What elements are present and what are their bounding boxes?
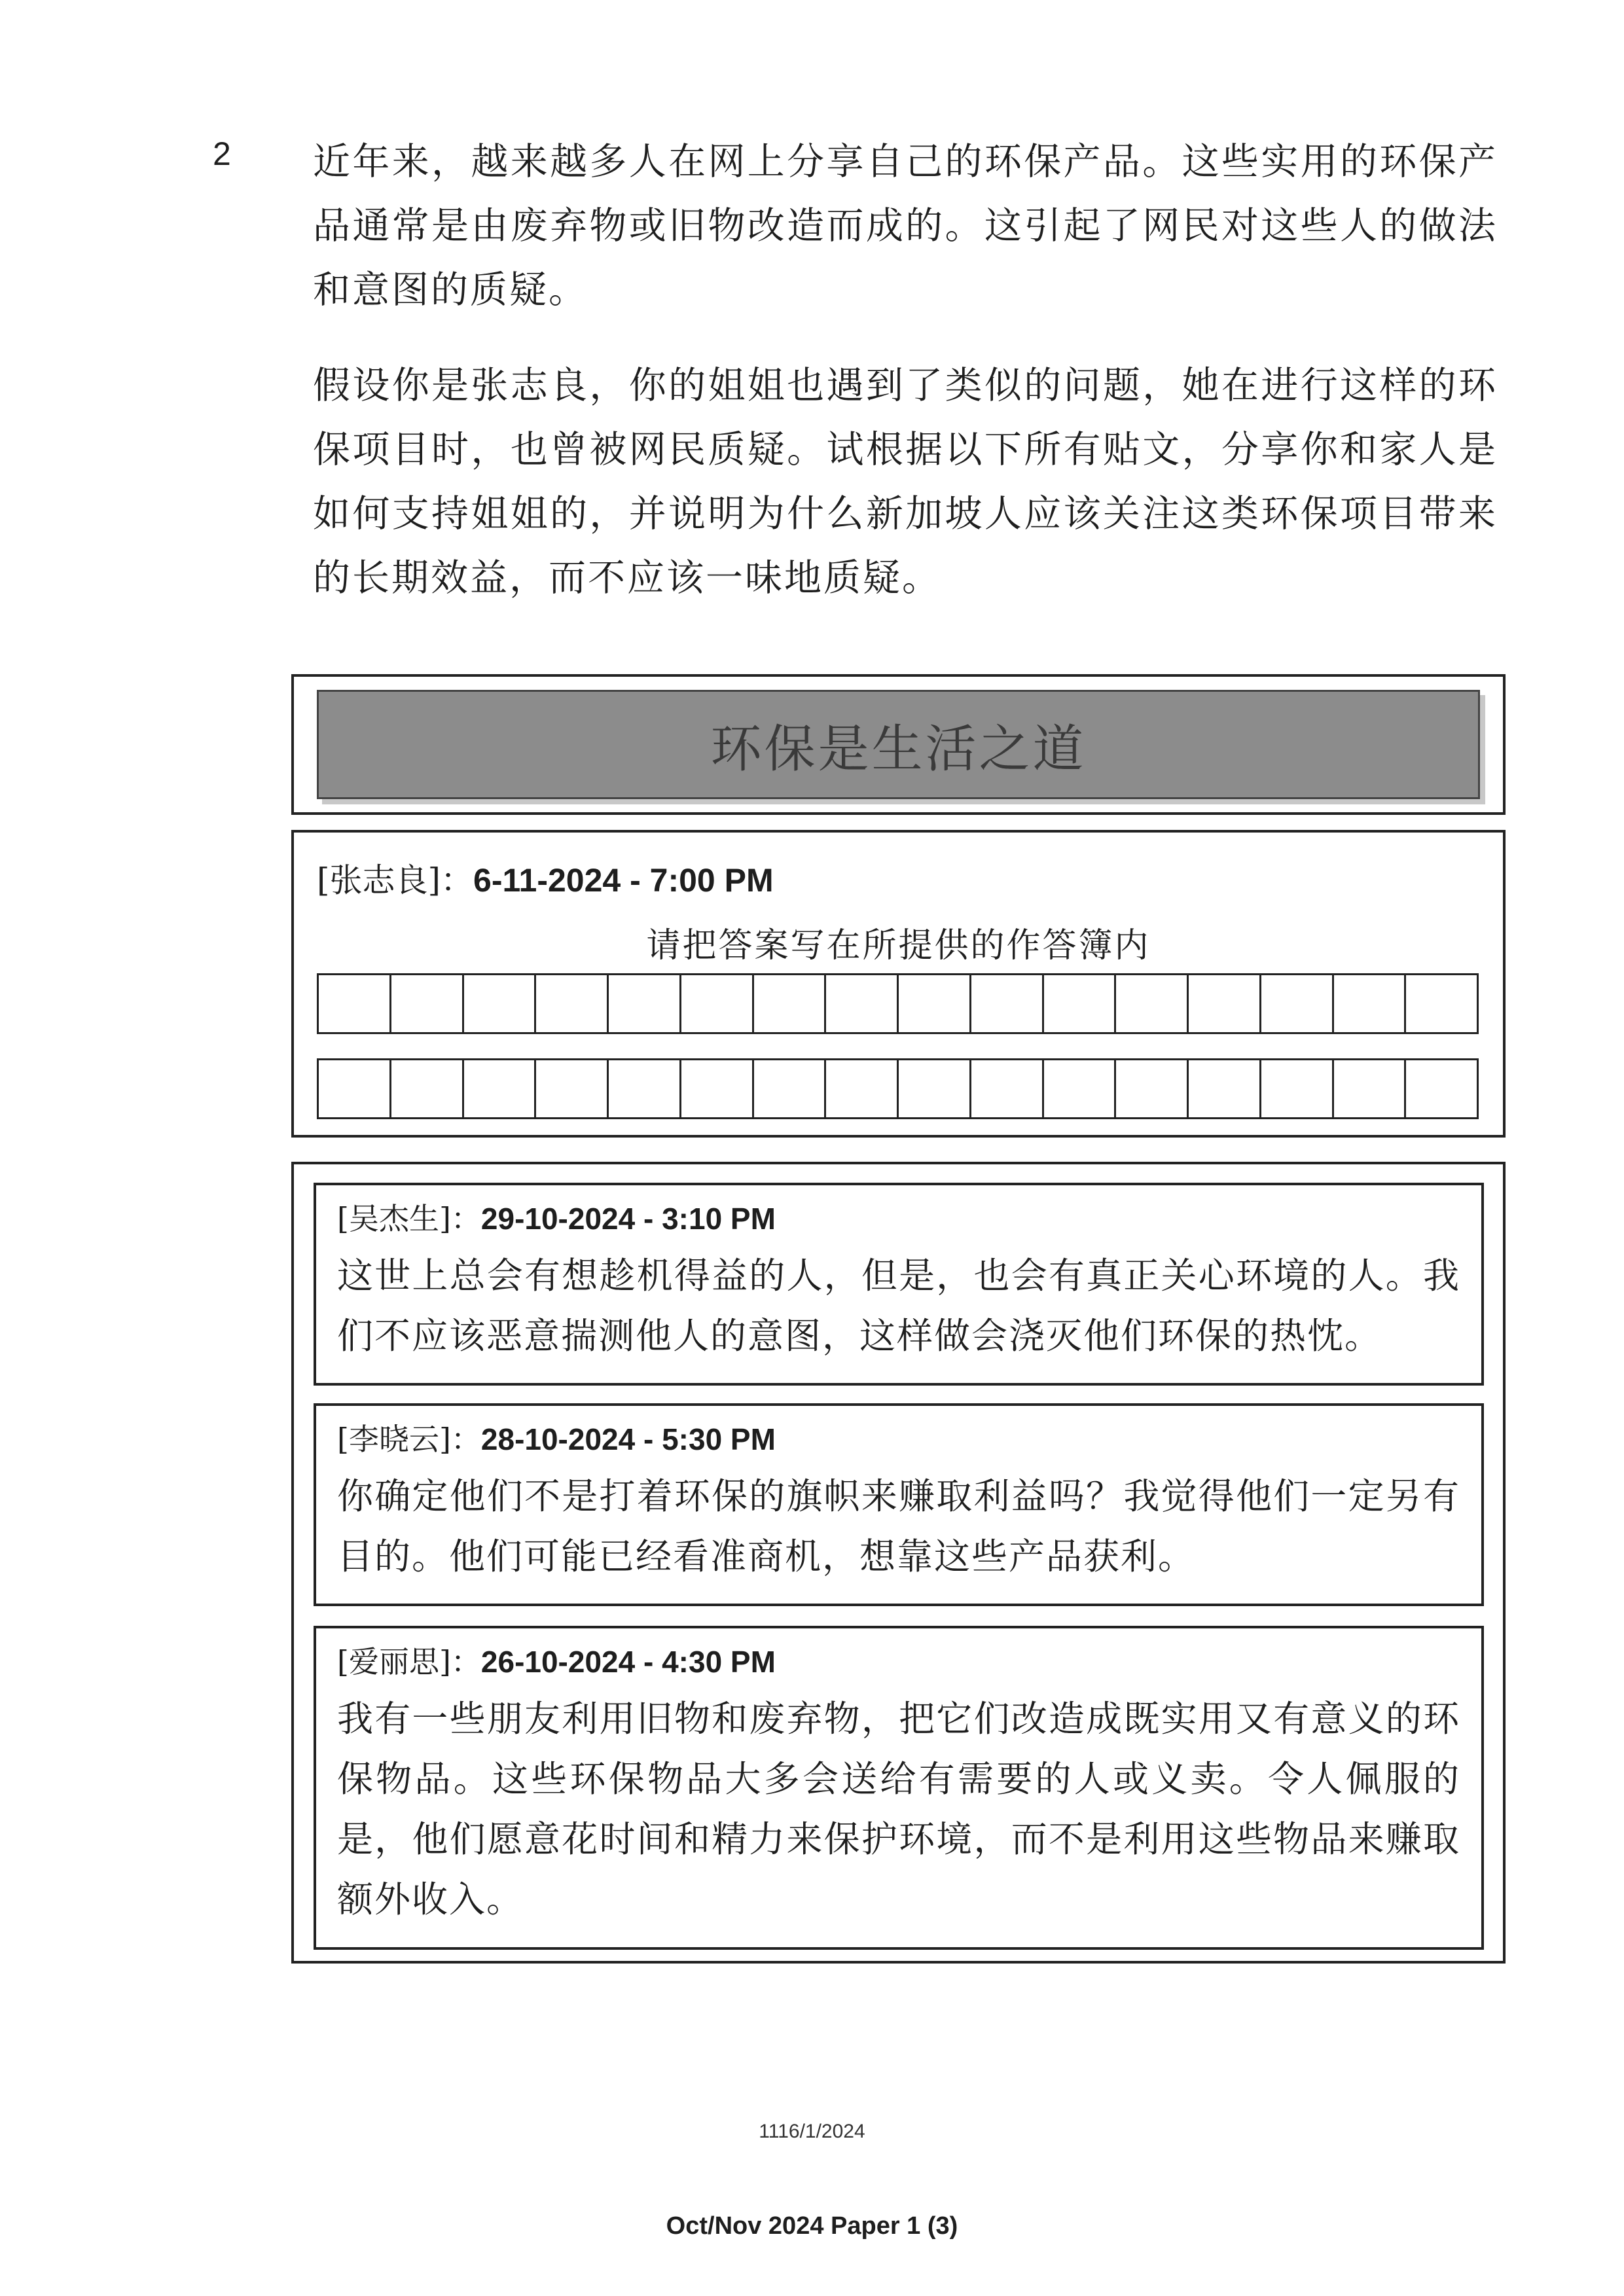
comment-author: [李晓云]：	[337, 1422, 481, 1457]
answer-grid-cell	[1261, 1060, 1334, 1117]
forum-title-box	[291, 674, 1506, 815]
answer-grid-cell	[1189, 975, 1261, 1032]
answer-grid-cell	[1261, 975, 1334, 1032]
answer-grid-row	[317, 973, 1479, 1034]
answer-grid-cell	[971, 1060, 1044, 1117]
answer-grid-cell	[319, 1060, 391, 1117]
comment-post	[314, 1626, 1484, 1950]
answer-grid-cell	[899, 1060, 971, 1117]
forum-title-banner	[317, 690, 1480, 799]
comment-text: 这世上总会有想趁机得益的人，但是，也会有真正关心环境的人。我们不应该恶意揣测他人的意图，这样做会浇灭他们环保的热忱。	[337, 1255, 1460, 1357]
answer-grid-cell	[1116, 975, 1189, 1032]
answer-grid-cell	[826, 1060, 899, 1117]
answer-grid-cell	[464, 975, 537, 1032]
answer-grid-cell	[826, 975, 899, 1032]
answer-grid-cell	[609, 1060, 681, 1117]
answer-post	[291, 830, 1506, 1138]
answer-grid-cell	[464, 1060, 537, 1117]
answer-grid-row	[317, 1058, 1479, 1119]
comment-time: 29-10-2024 - 3:10 PM	[480, 1202, 776, 1236]
question-intro-paragraph: 近年来，越来越多人在网上分享自己的环保产品。这些实用的环保产品通常是由废弃物或旧物改造而成的。这引起了网民对这些人的做法和意图的质疑。	[313, 140, 1498, 312]
answer-grid-cell	[1406, 1060, 1477, 1117]
answer-grid-cell	[391, 975, 464, 1032]
answer-grid-cell	[1044, 1060, 1117, 1117]
footer-paper-label: Oct/Nov 2024 Paper 1 (3)	[666, 2212, 958, 2240]
question-number: 2	[213, 135, 231, 172]
answer-grid-cell	[681, 1060, 754, 1117]
comment-time: 26-10-2024 - 4:30 PM	[480, 1645, 776, 1679]
answer-grid-cell	[536, 975, 609, 1032]
comment-text: 我有一些朋友利用旧物和废弃物，把它们改造成既实用又有意义的环保物品。这些环保物品大多会送给有需要的人或义卖。令人佩服的是，他们愿意花时间和精力来保护环境，而不是利用这些物品来赚取额外收入。	[337, 1698, 1460, 1920]
answer-post-author: [张志良]：	[317, 861, 474, 899]
answer-grid-cell	[1334, 1060, 1407, 1117]
answer-grid-cell	[754, 975, 827, 1032]
question-task-paragraph: 假设你是张志良，你的姐姐也遇到了类似的问题，她在进行这样的环保项目时，也曾被网民质疑。试根据以下所有贴文，分享你和家人是如何支持姐姐的，并说明为什么新加坡人应该关注这类环保项目带来的长期效益，而不应该一味地质疑。	[313, 364, 1498, 600]
answer-grid-cell	[971, 975, 1044, 1032]
comment-author: [爱丽思]：	[337, 1644, 481, 1679]
answer-post-header	[317, 861, 774, 899]
comment-text: 你确定他们不是打着环保的旗帜来赚取利益吗？我觉得他们一定另有目的。他们可能已经看准商机，想靠这些产品获利。	[337, 1475, 1460, 1577]
answer-grid-cell	[1116, 1060, 1189, 1117]
answer-grid-cell	[1189, 1060, 1261, 1117]
comment-header	[337, 1644, 1460, 1679]
answer-grid-cell	[899, 975, 971, 1032]
answer-grid-cell	[1334, 975, 1407, 1032]
comment-post	[314, 1183, 1484, 1386]
footer-exam-code: 1116/1/2024	[759, 2121, 865, 2142]
comments-section	[291, 1162, 1506, 1964]
forum-title: 环保是生活之道	[710, 719, 1087, 779]
comment-header	[337, 1422, 1460, 1457]
comment-time: 28-10-2024 - 5:30 PM	[480, 1422, 776, 1456]
answer-grid-cell	[681, 975, 754, 1032]
answer-grid-cell	[609, 975, 681, 1032]
answer-grid-cell	[319, 975, 391, 1032]
answer-grid-cell	[391, 1060, 464, 1117]
answer-grid-cell	[1044, 975, 1117, 1032]
answer-grid-cell	[536, 1060, 609, 1117]
answer-grid-cell	[754, 1060, 827, 1117]
comment-post	[314, 1403, 1484, 1606]
answer-instruction: 请把答案写在所提供的作答簿内	[646, 926, 1151, 965]
answer-post-time: 6-11-2024 - 7:00 PM	[473, 862, 774, 899]
comment-author: [吴杰生]：	[337, 1201, 481, 1236]
comment-header	[337, 1201, 1460, 1236]
answer-grid-cell	[1406, 975, 1477, 1032]
